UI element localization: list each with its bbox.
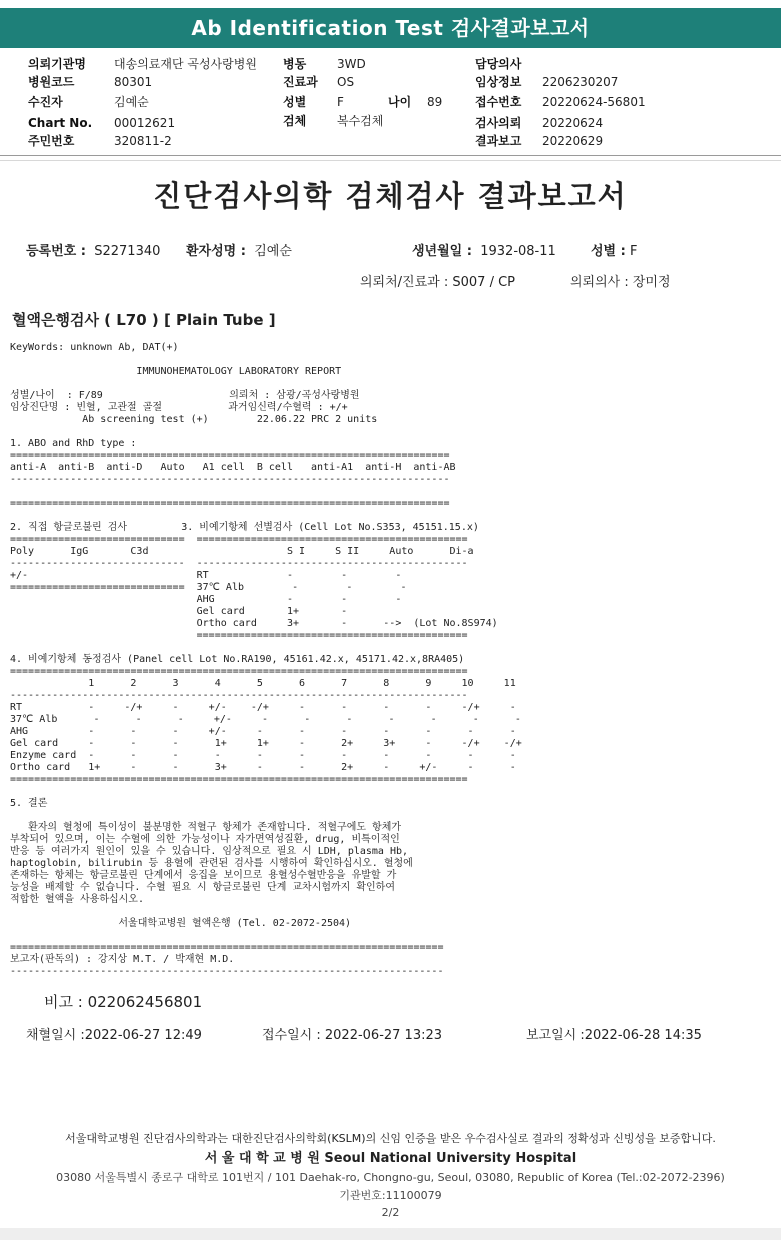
report-line: 4. 비예기항체 동정검사 (Panel cell Lot No.RA190, 45161.42.x, 45171.42.x,8RA405)	[10, 654, 465, 665]
report-line	[10, 906, 522, 918]
report-line: ------------------------------------------------------------------------	[10, 966, 444, 977]
report-line: Ab screening test (+) 22.06.22 PRC 2 units	[10, 414, 378, 425]
report-line: 37℃ Alb - - - +/- - - - - - - -	[10, 714, 521, 725]
report-line: 5. 결론	[10, 798, 48, 809]
report-line	[10, 786, 522, 798]
collect-time: 채혈일시 :2022-06-27 12:49	[26, 1028, 202, 1043]
report-line: =========================================================================	[10, 498, 450, 509]
info-value: F	[337, 95, 344, 109]
info-row: 병동	[283, 57, 307, 71]
report-line: 적합한 혈액을 사용하십시오.	[10, 894, 144, 905]
report-line: +/- RT - - -	[10, 570, 402, 581]
info-value: 80301	[114, 75, 153, 89]
report-line: IMMUNOHEMATOLOGY LABORATORY REPORT	[10, 366, 342, 377]
doctor: 의뢰의사 : 장미정	[570, 275, 671, 290]
info-row: 병원코드	[28, 75, 75, 89]
info-value: 320811-2	[114, 134, 172, 148]
report-line: =============================================	[10, 630, 468, 641]
divider	[0, 155, 781, 156]
report-line: AHG - - -	[10, 594, 402, 605]
report-line: ----------------------------- ---------------------------------------------	[10, 558, 468, 569]
report-line	[10, 426, 522, 438]
report-line: 1. ABO and RhD type :	[10, 438, 137, 449]
report-line: 1 2 3 4 5 6 7 8 9 10 11	[10, 678, 516, 689]
report-line: 존재하는 항체는 항글로불린 단계에서 응집을 보이므로 용혈성수혈반응을 유발할 가	[10, 870, 397, 881]
reg-no: 등록번호 : S2271340	[26, 244, 161, 259]
report-line: Enzyme card - - - - - - - - - - -	[10, 750, 516, 761]
info-row: 검체	[283, 114, 307, 128]
info-row: 결과보고	[475, 134, 522, 148]
report-line: 반응 등 여러가지 원인이 있을 수 있습니다. 임상적으로 필요 시 LDH, plasma Hb,	[10, 846, 409, 857]
info-row: 성별	[283, 95, 307, 109]
sex: 성별 : F	[591, 244, 638, 259]
info-row: 임상정보	[475, 75, 522, 89]
report-line	[10, 378, 522, 390]
info-row: 의뢰기관명	[28, 57, 86, 71]
info-row: 주민번호	[28, 134, 75, 148]
divider	[0, 160, 781, 161]
report-body	[10, 342, 522, 978]
hospital-name: 서 울 대 학 교 병 원 Seoul National University Hospital	[204, 1151, 577, 1166]
info-value: 김예순	[114, 95, 149, 109]
info-row: 수진자	[28, 95, 63, 109]
report-line: ----------------------------------------------------------------------------	[10, 690, 468, 701]
report-title: 진단검사의학 검체검사 결과보고서	[153, 179, 628, 213]
report-line	[10, 354, 522, 366]
report-line: Ortho card 1+ - - 3+ - - 2+ - +/- - -	[10, 762, 516, 773]
info-value: 2206230207	[542, 75, 619, 89]
report-line: -------------------------------------------------------------------------	[10, 474, 450, 485]
report-line: 부착되어 있으며, 이는 수혈에 의한 가능성이나 자가면역성질환, drug, 비특이적인	[10, 834, 400, 845]
report-line: Gel card 1+ -	[10, 606, 348, 617]
cert-text: 서울대학교병원 진단검사의학과는 대한진단검사의학회(KSLM)의 신임 인증을 받은 우수검사실로 결과의 정확성과 신빙성을 보증합니다.	[65, 1132, 716, 1145]
report-line: 환자의 혈청에 특이성이 불분명한 적혈구 항체가 존재합니다. 적혈구에도 항체가	[10, 822, 402, 833]
report-line	[10, 510, 522, 522]
report-line: ============================= =============================================	[10, 534, 468, 545]
info-value: 89	[427, 95, 443, 109]
report-line: 능성을 배제할 수 없습니다. 수혈 필요 시 항글로불린 단계 교차시험까지 확인하여	[10, 882, 396, 893]
report-line: AHG - - - +/- - - - - - - -	[10, 726, 516, 737]
report-line	[10, 642, 522, 654]
report-line: ============================================================================	[10, 666, 468, 677]
info-value: 복수검체	[337, 114, 384, 128]
info-value: 20220624-56801	[542, 95, 646, 109]
report-line	[10, 486, 522, 498]
remark: 비고 : 022062456801	[44, 993, 203, 1011]
info-row: 진료과	[283, 75, 318, 89]
report-line	[10, 810, 522, 822]
info-row: 나이	[388, 95, 412, 109]
report-line: KeyWords: unknown Ab, DAT(+)	[10, 342, 179, 353]
info-row: 검사의뢰	[475, 116, 522, 130]
report-line: ============================= 37℃ Alb - - -	[10, 582, 407, 593]
report-line: Gel card - - - 1+ 1+ - 2+ 3+ - -/+ -/+	[10, 738, 522, 749]
info-value: OS	[337, 75, 355, 89]
info-row: 담당의사	[475, 57, 522, 71]
report-line: RT - -/+ - +/- -/+ - - - - -/+ -	[10, 702, 516, 713]
report-line: haptoglobin, bilirubin 등 용혈에 관련된 검사를 시행하여 확인하십시오. 혈청에	[10, 858, 413, 869]
report-line: ============================================================================	[10, 774, 468, 785]
report-line: Poly IgG C3d S I S II Auto Di-a	[10, 546, 474, 557]
info-value: 3WD	[337, 57, 366, 71]
header-title: Ab Identification Test 검사결과보고서	[191, 16, 590, 40]
report-line: 보고자(판독의) : 강지상 M.T. / 박재현 M.D.	[10, 954, 235, 965]
info-value: 20220624	[542, 116, 604, 130]
bottom-bar	[0, 1228, 781, 1240]
section-title: 혈액은행검사 ( L70 ) [ Plain Tube ]	[12, 311, 276, 329]
report-line: 임상진단명 : 빈혈, 고관절 골절 과거임신력/수혈력 : +/+	[10, 402, 348, 413]
report-time: 보고일시 :2022-06-28 14:35	[526, 1028, 702, 1043]
report-line: Ortho card 3+ - --> (Lot No.8S974)	[10, 618, 498, 629]
info-value: 00012621	[114, 116, 176, 130]
info-row: Chart No.	[28, 116, 93, 130]
dept: 의뢰처/진료과 : S007 / CP	[360, 275, 515, 290]
address: 03080 서울특별시 종로구 대학로 101번지 / 101 Daehak-ro, Chongno-gu, Seoul, 03080, Republic of Korea (Tel.:02-2072-2396)	[56, 1171, 725, 1184]
report-line: =========================================================================	[10, 450, 450, 461]
patient-name: 환자성명 : 김예순	[186, 244, 292, 259]
receive-time: 접수일시 : 2022-06-27 13:23	[262, 1028, 443, 1043]
info-value: 대송의료재단 곡성사랑병원	[114, 57, 257, 71]
birth-date: 생년월일 : 1932-08-11	[412, 244, 556, 259]
report-line: ========================================================================	[10, 942, 444, 953]
report-line	[10, 930, 522, 942]
report-line: 성별/나이 : F/89 의뢰처 : 삼광/곡성사랑병원	[10, 390, 360, 401]
info-row: 접수번호	[475, 95, 522, 109]
report-line: 서울대학교병원 혈액은행 (Tel. 02-2072-2504)	[10, 918, 352, 929]
report-line: anti-A anti-B anti-D Auto A1 cell B cell anti-A1 anti-H anti-AB	[10, 462, 456, 473]
report-line: 2. 직접 항글로불린 검사 3. 비예기항체 선별검사 (Cell Lot No.S353, 45151.15.x)	[10, 522, 479, 533]
info-value: 20220629	[542, 134, 604, 148]
org-no: 기관번호:11100079	[339, 1189, 442, 1202]
page-number: 2/2	[381, 1206, 400, 1219]
